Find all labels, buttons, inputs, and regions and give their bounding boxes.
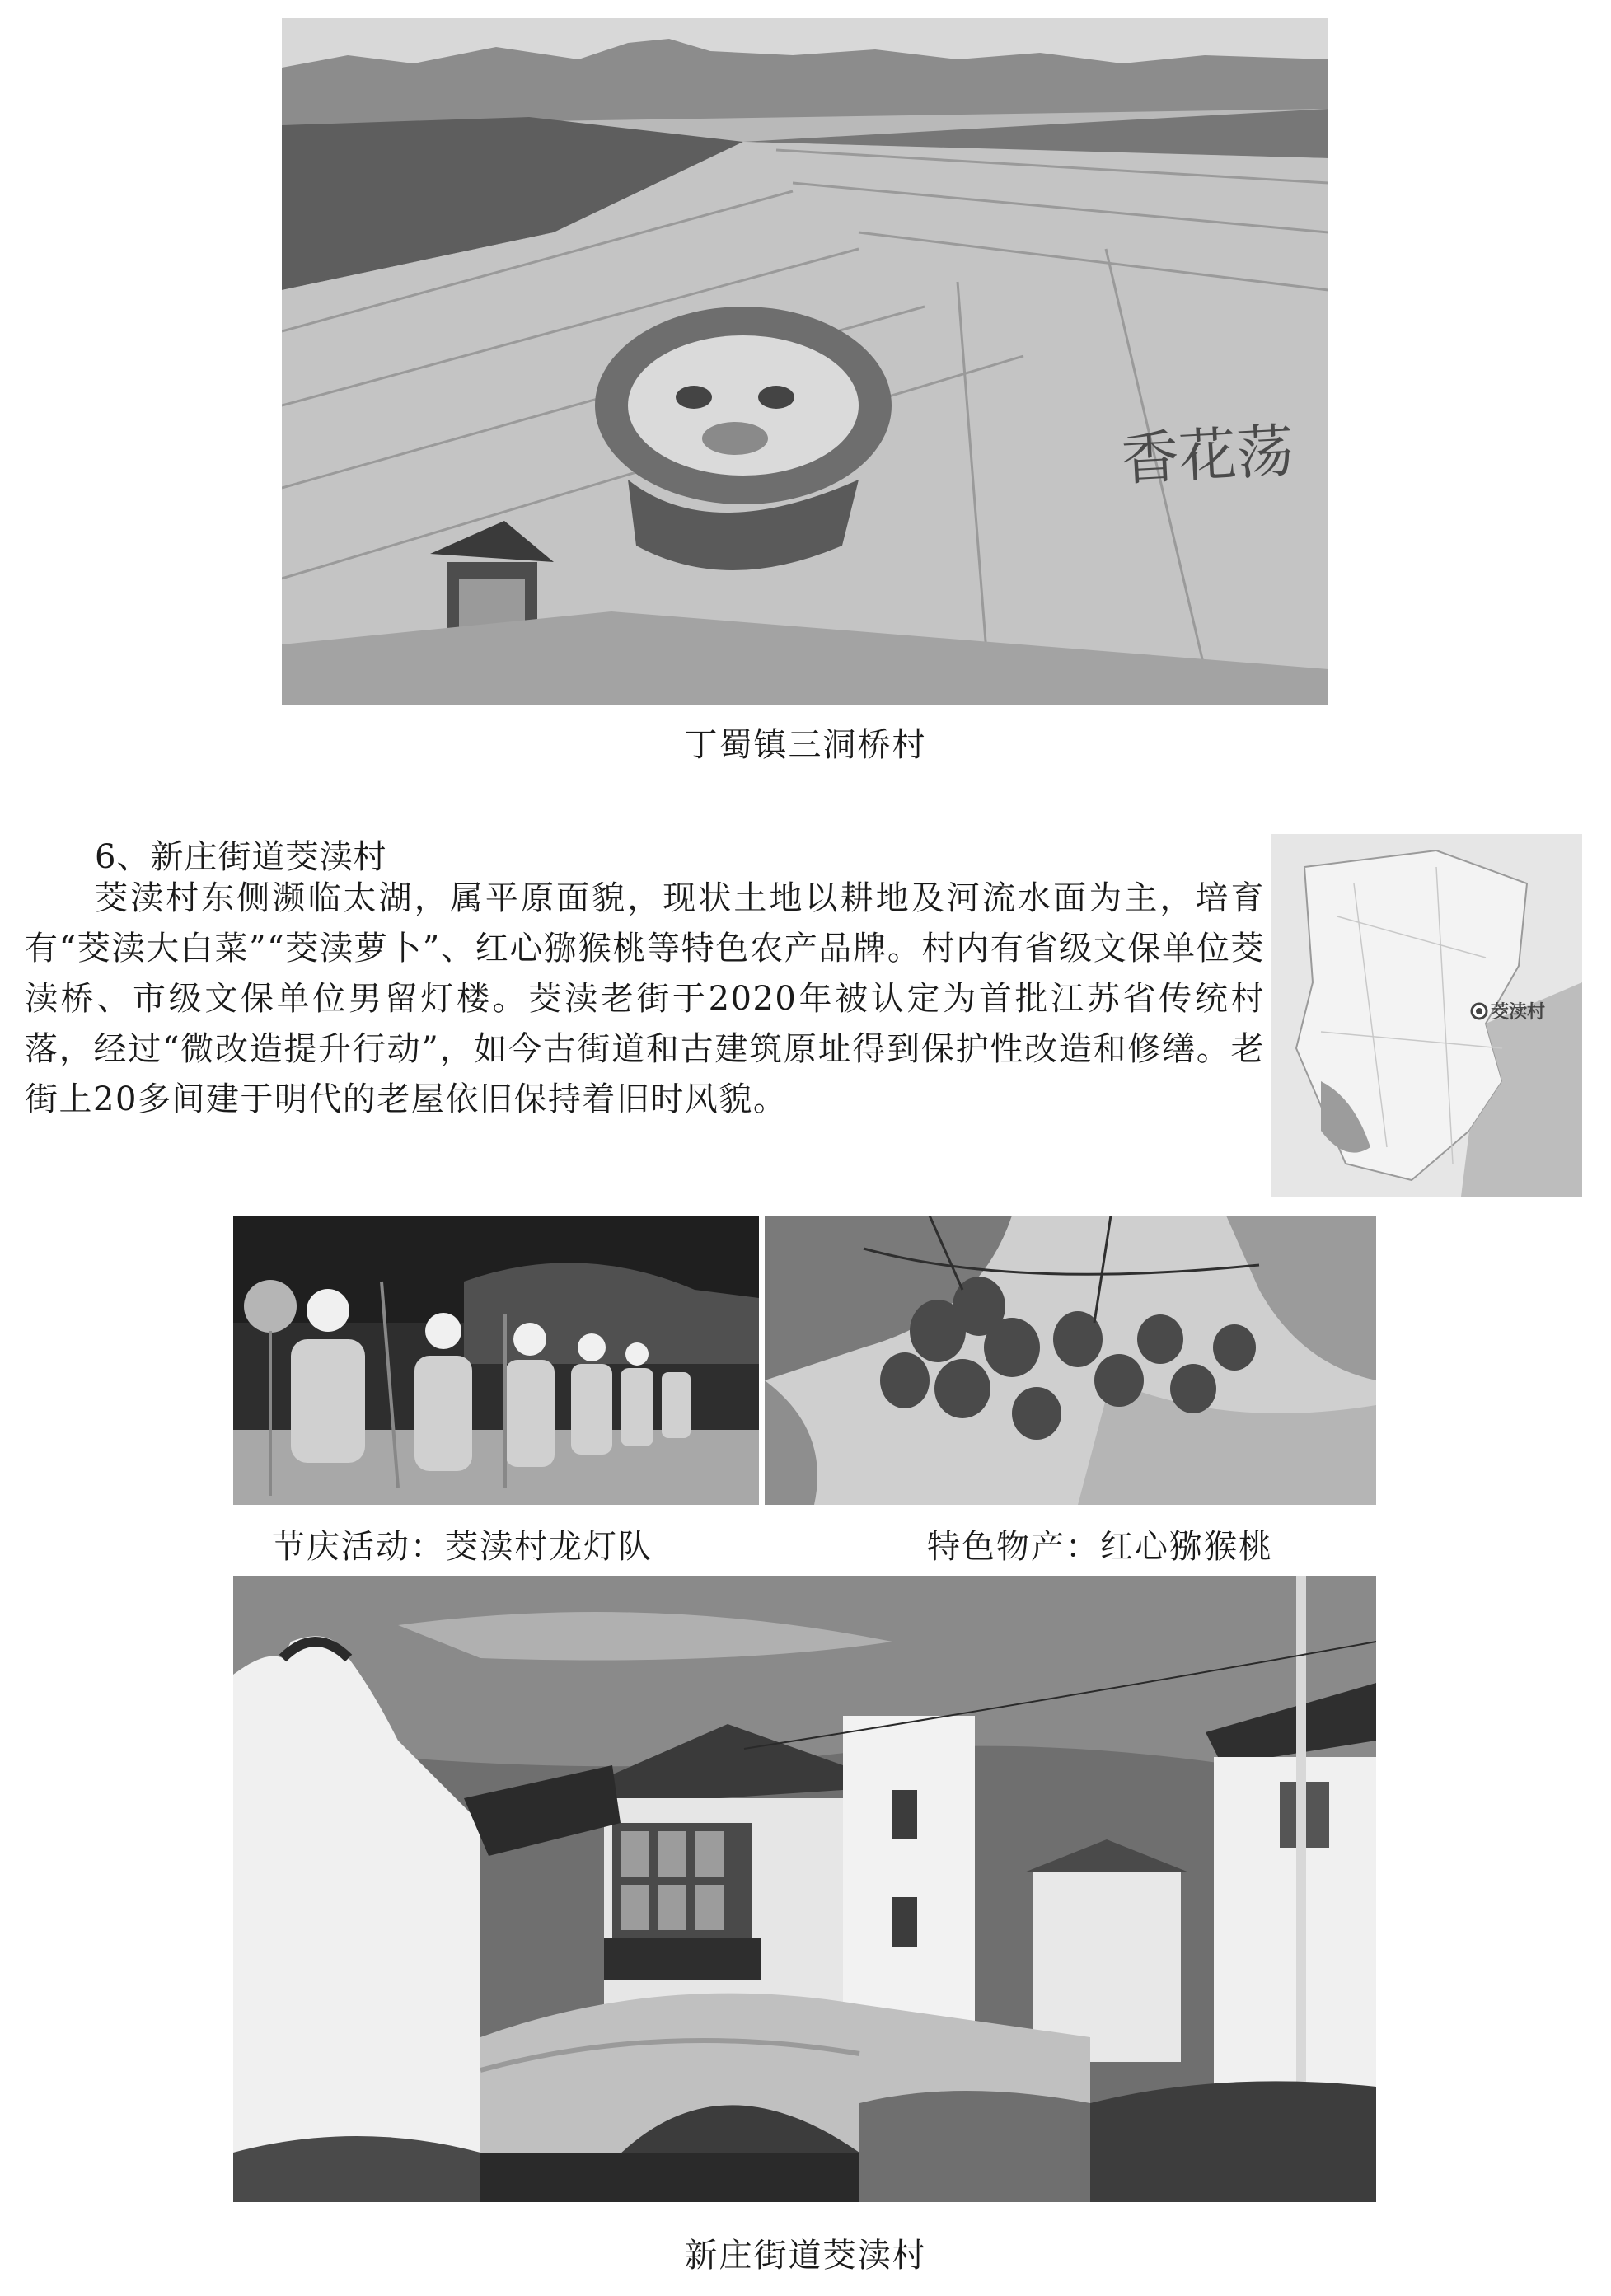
section-title: 6、新庄街道茭渎村: [95, 838, 387, 876]
old-street-bridge-photo: [233, 1576, 1376, 2202]
field-art-right-text: 香花荡: [1119, 417, 1296, 494]
dragon-photo-caption: 节庆活动：茭渎村龙灯队: [272, 1528, 653, 1566]
location-map: [1271, 834, 1582, 1197]
map-marker-label: 茭渎村: [1491, 1002, 1546, 1023]
dragon-lantern-team-photo: [233, 1216, 759, 1505]
red-heart-kiwi-photo: [765, 1216, 1376, 1505]
fields-photo-caption: 丁蜀镇三洞桥村: [684, 726, 927, 764]
rice-field-art-photo: [282, 18, 1328, 705]
kiwi-photo-caption: 特色物产：红心猕猴桃: [927, 1528, 1273, 1566]
section-body: 茭渎村东侧濒临太湖，属平原面貌，现状土地以耕地及河流水面为主，培育有“茭渎大白菜”“茭渎萝卜”、红心猕猴桃等特色农产品牌。村内有省级文保单位茭渎桥、市级文保单位男留灯楼。茭渎老街于2020年被认定为首批江苏省传统村落，经过“微改造提升行动”，如今古街道和古建筑原址得到保护性改造和修缮。老街上20多间建于明代的老屋依旧保持着旧时风貌。: [25, 879, 1265, 1118]
street-photo-caption: 新庄街道茭渎村: [684, 2237, 927, 2275]
